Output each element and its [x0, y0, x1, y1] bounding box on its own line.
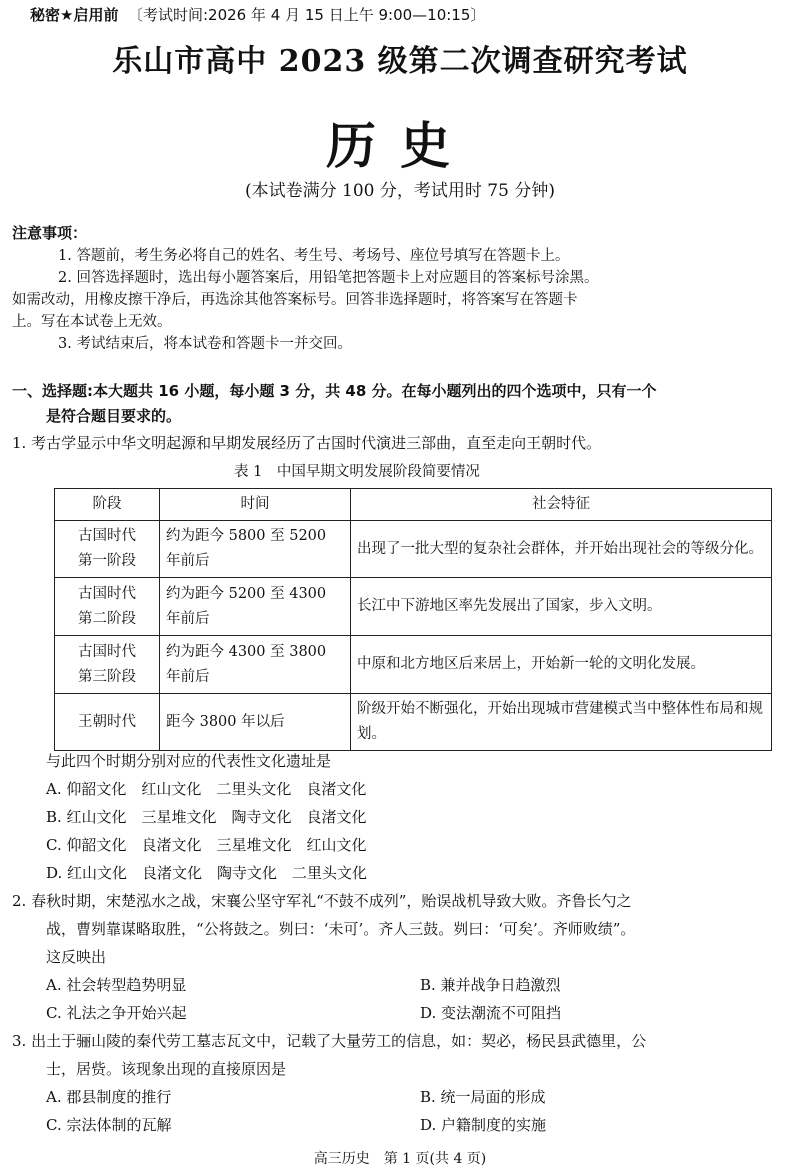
q3-option-c: C. 宗法体制的瓦解: [46, 1116, 172, 1134]
q3-option-d: D. 户籍制度的实施: [420, 1116, 547, 1134]
q2-option-b: B. 兼并战争日趋激烈: [420, 976, 561, 994]
table-cell-feature: 出现了一批大型的复杂社会群体，并开始出现社会的等级分化。: [351, 521, 772, 578]
exam-title: 乐山市高中 2023 级第二次调查研究考试: [112, 44, 688, 79]
table-cell-time: 距今 3800 年以后: [160, 694, 351, 751]
q3-stem: 士，居赀。该现象出现的直接原因是: [46, 1060, 287, 1078]
q1-option-a: A. 仰韶文化 红山文化 二里头文化 良渚文化: [46, 780, 367, 798]
q1-stem: 1. 考古学显示中华文明起源和早期发展经历了古国时代演进三部曲，直至走向王朝时代。: [12, 434, 602, 452]
stage-table: [54, 488, 772, 751]
table-caption: 表 1 中国早期文明发展阶段简要情况: [234, 464, 480, 480]
notice-line: 上。写在本试卷上无效。: [12, 314, 172, 330]
table-cell-feature: 长江中下游地区率先发展出了国家，步入文明。: [351, 578, 772, 636]
q3-option-b: B. 统一局面的形成: [420, 1088, 546, 1106]
table-cell-stage: 古国时代 第二阶段: [55, 578, 160, 636]
section-heading: 一、选择题:本大题共 16 小题，每小题 3 分，共 48 分。在每小题列出的四个选项中，只有一个: [12, 382, 657, 400]
table-row: [55, 636, 772, 694]
notice-line: 3. 考试结束后，将本试卷和答题卡一并交回。: [58, 336, 352, 352]
table-cell-time: 约为距今 5800 至 5200 年前后: [160, 521, 351, 578]
notice-line: 如需改动，用橡皮擦干净后，再选涂其他答案标号。回答非选择题时，将答案写在答题卡: [12, 292, 578, 308]
table-row: [55, 578, 772, 636]
q1-option-c: C. 仰韶文化 良渚文化 三星堆文化 红山文化: [46, 836, 367, 854]
q1-option-d: D. 红山文化 良渚文化 陶寺文化 二里头文化: [46, 864, 368, 882]
q2-stem: 2. 春秋时期，宋楚泓水之战，宋襄公坚守军礼“不鼓不成列”，贻误战机导致大败。齐鲁长勺之: [12, 892, 632, 910]
q2-option-c: C. 礼法之争开始兴起: [46, 1004, 187, 1022]
q3-stem: 3. 出土于骊山陵的秦代劳工墓志瓦文中，记载了大量劳工的信息，如：契必，杨民县武德里，公: [12, 1032, 647, 1050]
table-header-cell: 社会特征: [351, 489, 772, 521]
table-cell-stage: 古国时代 第一阶段: [55, 521, 160, 578]
q2-option-d: D. 变法潮流不可阻挡: [420, 1004, 562, 1022]
exam-time: 〔考试时间:2026 年 4 月 15 日上午 9:00—10:15〕: [128, 6, 486, 24]
q2-stem: 这反映出: [46, 948, 107, 966]
table-header-row: [55, 489, 772, 521]
section-heading-cont: 是符合题目要求的。: [46, 407, 182, 425]
page-footer: 高三历史 第 1 页(共 4 页): [313, 1151, 487, 1167]
q1-question: 与此四个时期分别对应的代表性文化遗址是: [46, 752, 332, 770]
notice-heading: 注意事项：: [12, 224, 88, 242]
q1-option-b: B. 红山文化 三星堆文化 陶寺文化 良渚文化: [46, 808, 367, 826]
table-row: [55, 694, 772, 751]
secret-label: 秘密★启用前: [30, 6, 119, 24]
table-cell-time: 约为距今 5200 至 4300 年前后: [160, 578, 351, 636]
subject-title: 历史: [326, 116, 474, 175]
notice-line: 2. 回答选择题时，选出每小题答案后，用铅笔把答题卡上对应题目的答案标号涂黑。: [58, 270, 599, 286]
table-row: [55, 521, 772, 578]
table-cell-time: 约为距今 4300 至 3800 年前后: [160, 636, 351, 694]
table-cell-feature: 阶级开始不断强化，开始出现城市营建模式当中整体性布局和规划。: [351, 694, 772, 751]
notice-line: 1. 答题前，考生务必将自己的姓名、考生号、考场号、座位号填写在答题卡上。: [58, 248, 570, 264]
exam-header: [30, 4, 485, 25]
score-info: (本试卷满分 100 分，考试用时 75 分钟): [245, 181, 555, 201]
table-header-cell: 阶段: [55, 489, 160, 521]
table-header-cell: 时间: [160, 489, 351, 521]
table-cell-stage: 古国时代 第三阶段: [55, 636, 160, 694]
table-cell-feature: 中原和北方地区后来居上，开始新一轮的文明化发展。: [351, 636, 772, 694]
table-cell-stage: 王朝时代: [55, 694, 160, 751]
q2-option-a: A. 社会转型趋势明显: [46, 976, 187, 994]
q3-option-a: A. 郡县制度的推行: [46, 1088, 172, 1106]
q2-stem: 战，曹刿靠谋略取胜，“公将鼓之。刿曰：‘未可’。齐人三鼓。刿曰：‘可矣’。齐师败绩”。: [46, 920, 636, 938]
